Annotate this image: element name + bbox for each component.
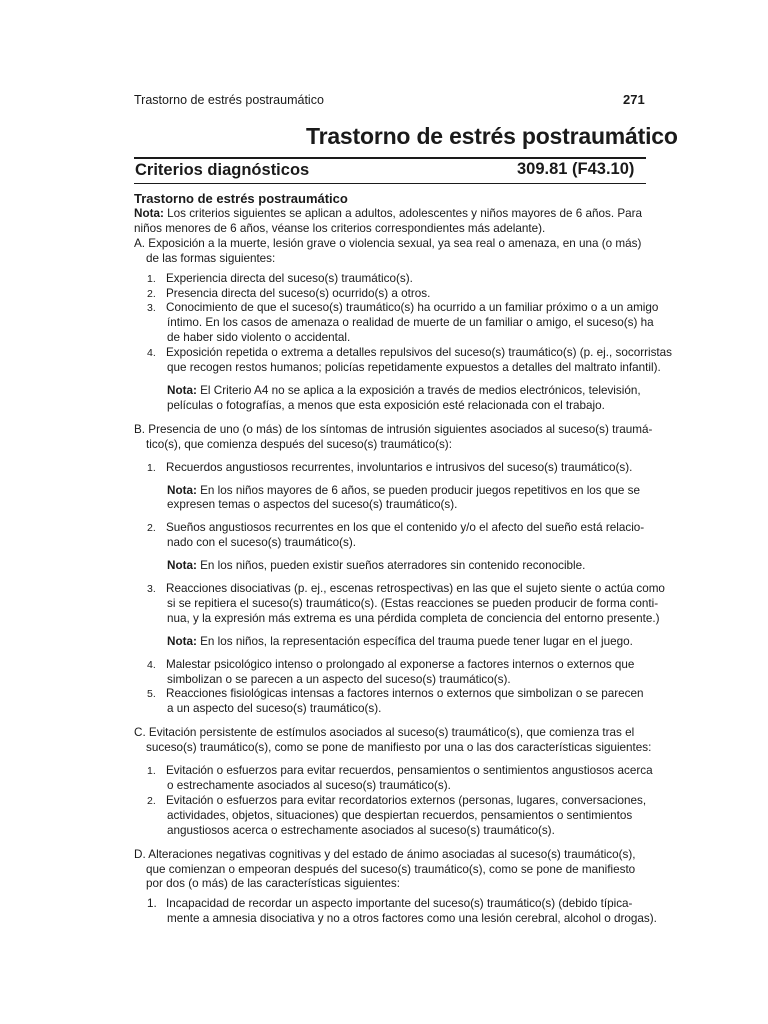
criterion-b-item-5: 5. Reacciones fisiológicas intensas a factores internos o externos que simbolizan o se parecen [147, 687, 644, 701]
criterion-a: A. Exposición a la muerte, lesión grave o violencia sexual, ya sea real o amenaza, en una (o más) [134, 236, 642, 250]
note-text: Los criterios siguientes se aplican a adultos, adolescentes y niños mayores de 6 años. Para [163, 207, 643, 220]
note-label: Nota: [134, 207, 164, 220]
criterion-b-item-3-cont: si se repitiera el suceso(s) traumático(s). (Estas reacciones se pueden producir de forma conti- [167, 596, 659, 610]
criterion-a-item-3-cont: de haber sido violento o accidental. [167, 331, 351, 345]
criterion-b-note-3: Nota: En los niños, la representación específica del trauma puede tener lugar en el juego. [167, 634, 633, 648]
criterion-b-item-5-cont: a un aspecto del suceso(s) traumático(s). [167, 702, 382, 716]
criterion-d-item-1-cont: mente a amnesia disociativa y no a otros factores como una lesión cerebral, alcohol o drogas). [167, 912, 657, 926]
section-title: Trastorno de estrés postraumático [134, 191, 348, 206]
criterion-a-item-3: 3. Conocimiento de que el suceso(s) traumático(s) ha ocurrido a un familiar próximo o a un amigo [147, 301, 659, 315]
page-number: 271 [623, 92, 645, 107]
criterion-b-cont: tico(s), que comienza después del suceso(s) traumático(s): [146, 437, 452, 451]
heading-rule-top [134, 157, 646, 159]
criterion-d: D. Alteraciones negativas cognitivas y del estado de ánimo asociadas al suceso(s) traumático(s), [134, 847, 636, 861]
criterion-b-note-2: Nota: En los niños, pueden existir sueños aterradores sin contenido reconocible. [167, 559, 586, 573]
criterion-c-cont: suceso(s) traumático(s), como se pone de manifiesto por una o las dos características siguientes: [146, 741, 652, 755]
criterion-c-item-2-cont: actividades, objetos, situaciones) que despiertan recuerdos, pensamientos o sentimientos [167, 808, 633, 822]
criterion-b-item-1: 1. Recuerdos angustiosos recurrentes, involuntarios e intrusivos del suceso(s) traumático(s). [147, 460, 633, 474]
criteria-heading: Criterios diagnósticos [135, 161, 310, 179]
criterion-c-item-2-cont: angustiosos acerca o estrechamente asociados al suceso(s) traumático(s). [167, 823, 555, 837]
criterion-b-item-4-cont: simbolizan o se parecen a un aspecto del suceso(s) traumático(s). [167, 672, 511, 686]
criterion-b-note-1-cont: expresen temas o aspectos del suceso(s) traumático(s). [167, 498, 458, 512]
criterion-a-item-4-cont: que recogen restos humanos; policías repetidamente expuestos a detalles del maltrato infantil). [167, 361, 661, 375]
criterion-b-item-3-cont: nua, y la expresión más extrema es una pérdida completa de conciencia del entorno presente.) [167, 611, 660, 625]
criterion-c-item-1-cont: o estrechamente asociados al suceso(s) traumático(s). [167, 779, 451, 792]
criterion-b-item-3: 3. Reacciones disociativas (p. ej., escenas retrospectivas) en las que el sujeto siente o actúa como [147, 582, 665, 596]
chapter-title: Trastorno de estrés postraumático [306, 123, 678, 149]
criterion-a-item-1: 1. Experiencia directa del suceso(s) traumático(s). [147, 271, 413, 285]
criterion-c-item-1: 1. Evitación o esfuerzos para evitar recuerdos, pensamientos o sentimientos angustiosos acerca [147, 764, 653, 778]
criterion-b-item-4: 4. Malestar psicológico intenso o prolongado al exponerse a factores internos o externos que [147, 657, 635, 671]
criterion-a-note: Nota: El Criterio A4 no se aplica a la exposición a través de medios electrónicos, televisión, [167, 383, 641, 397]
criterion-d-item-1: 1. Incapacidad de recordar un aspecto importante del suceso(s) traumático(s) (debido típica- [147, 897, 633, 911]
criterion-b-item-2: 2. Sueños angustiosos recurrentes en los que el contenido y/o el afecto del sueño está relacio- [147, 521, 645, 535]
criterion-b-item-2-cont: nado con el suceso(s) traumático(s). [167, 536, 357, 550]
heading-rule-bottom [134, 183, 646, 184]
criterion-b-note-1: Nota: En los niños mayores de 6 años, se pueden producir juegos repetitivos en los que se [167, 483, 640, 497]
criterion-c-item-2: 2. Evitación o esfuerzos para evitar recordatorios externos (personas, lugares, conversaciones, [147, 793, 647, 807]
criterion-a-item-4: 4. Exposición repetida o extrema a detalles repulsivos del suceso(s) traumático(s) (p. ej., socorristas [147, 346, 673, 360]
criterion-a-item-3-cont: íntimo. En los casos de amenaza o realidad de muerte de un familiar o amigo, el suceso(s) ha [167, 316, 654, 330]
intro-note [134, 207, 648, 222]
intro-note-cont: niños menores de 6 años, véanse los criterios correspondientes más adelante). [134, 221, 546, 235]
criterion-c: C. Evitación persistente de estímulos asociados al suceso(s) traumático(s), que comienza tras el [134, 726, 635, 740]
criterion-d-cont: por dos (o más) de las características siguientes: [146, 877, 400, 891]
criterion-a-cont: de las formas siguientes: [146, 251, 276, 265]
criteria-body [134, 191, 673, 927]
criterion-a-item-2: 2. Presencia directa del suceso(s) ocurrido(s) a otros. [147, 286, 431, 300]
criterion-b: B. Presencia de uno (o más) de los síntomas de intrusión siguientes asociados al suceso(s) traumá- [134, 422, 653, 436]
running-header-title: Trastorno de estrés postraumático [134, 93, 324, 107]
diagnostic-code: 309.81 (F43.10) [517, 160, 635, 178]
criterion-a-note-cont: películas o fotografías, a menos que esta exposición esté relacionada con el trabajo. [167, 398, 605, 412]
criterion-d-cont: que comienzan o empeoran después del suceso(s) traumático(s), como se pone de manifiesto [146, 862, 636, 876]
